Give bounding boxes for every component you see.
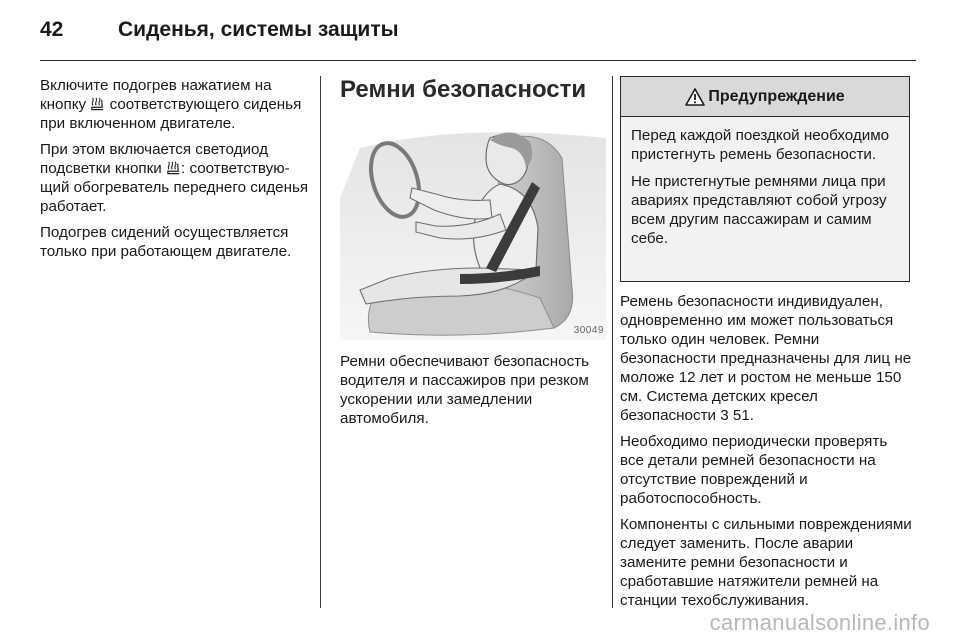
warning-body	[621, 117, 909, 248]
paragraph-heating-on	[40, 76, 312, 133]
page-number: 42	[40, 18, 64, 41]
paragraph-individual-belt	[620, 292, 912, 425]
paragraph-replace-components: Компоненты с сильными повреждениями следует заменить. После аварии замените ремни безопасности и сработавшие натяжители ремней на станции техобслуживания.	[620, 516, 912, 609]
text-segment: : соответствующий обогреватель переднего сиденья работает.	[40, 160, 309, 215]
warning-paragraph: Перед каждой поездкой необходимо пристегнуть ремень безопасности.	[631, 127, 890, 163]
text-segment: При этом включается светодиод подсветки кнопки	[40, 141, 268, 177]
page-header	[40, 18, 399, 50]
paragraph-led	[40, 140, 312, 216]
warning-triangle-icon	[685, 88, 705, 106]
column-divider-1	[320, 76, 321, 608]
page-reference-arrow-icon: 3	[720, 407, 729, 424]
seatbelt-illustration	[340, 118, 606, 340]
figure-number: 30049	[573, 325, 604, 336]
column-3-text	[620, 292, 912, 617]
seat-heat-icon	[166, 160, 181, 175]
text-segment: Ремень безопасности индивидуален, одновременно им может пользоваться только один человек. Ремни безопасности предназначены для лиц не моложе 12 лет и ростом не меньше 150 см. Система детских кресел безопасности	[620, 293, 912, 424]
section-title: Ремни безопасности	[340, 76, 587, 103]
warning-title: Предупреждение	[708, 87, 845, 105]
warning-header	[621, 77, 909, 117]
header-divider	[40, 60, 916, 61]
seatbelt-intro-text: Ремни обеспечивают безопасность водителя и пассажиров при резком ускорении или замедлении автомобиля.	[340, 353, 590, 427]
page-title: Сиденья, системы защиты	[118, 18, 399, 41]
driver-seatbelt-drawing	[340, 118, 606, 340]
column-divider-2	[612, 76, 613, 608]
paragraph-engine-note: Подогрев сидений осуществляется только при работающем двигателе.	[40, 224, 292, 260]
seat-heat-icon	[90, 96, 105, 111]
watermark: carmanualsonline.info	[709, 610, 930, 635]
warning-paragraph: Не пристегнутые ремнями лица при авариях представляют собой угрозу всем другим пассажирам и самим себе.	[631, 173, 887, 247]
text-segment: Включите подогрев нажатием на кнопку	[40, 77, 272, 113]
page-reference[interactable]: 51.	[728, 407, 755, 424]
text-segment: соответствующего сиденья при включенном двигателе.	[40, 96, 302, 132]
paragraph-periodic-check: Необходимо периодически проверять все детали ремней безопасности на отсутствие повреждений и работоспособность.	[620, 433, 888, 507]
column-1	[40, 76, 312, 268]
warning-box	[620, 76, 910, 282]
